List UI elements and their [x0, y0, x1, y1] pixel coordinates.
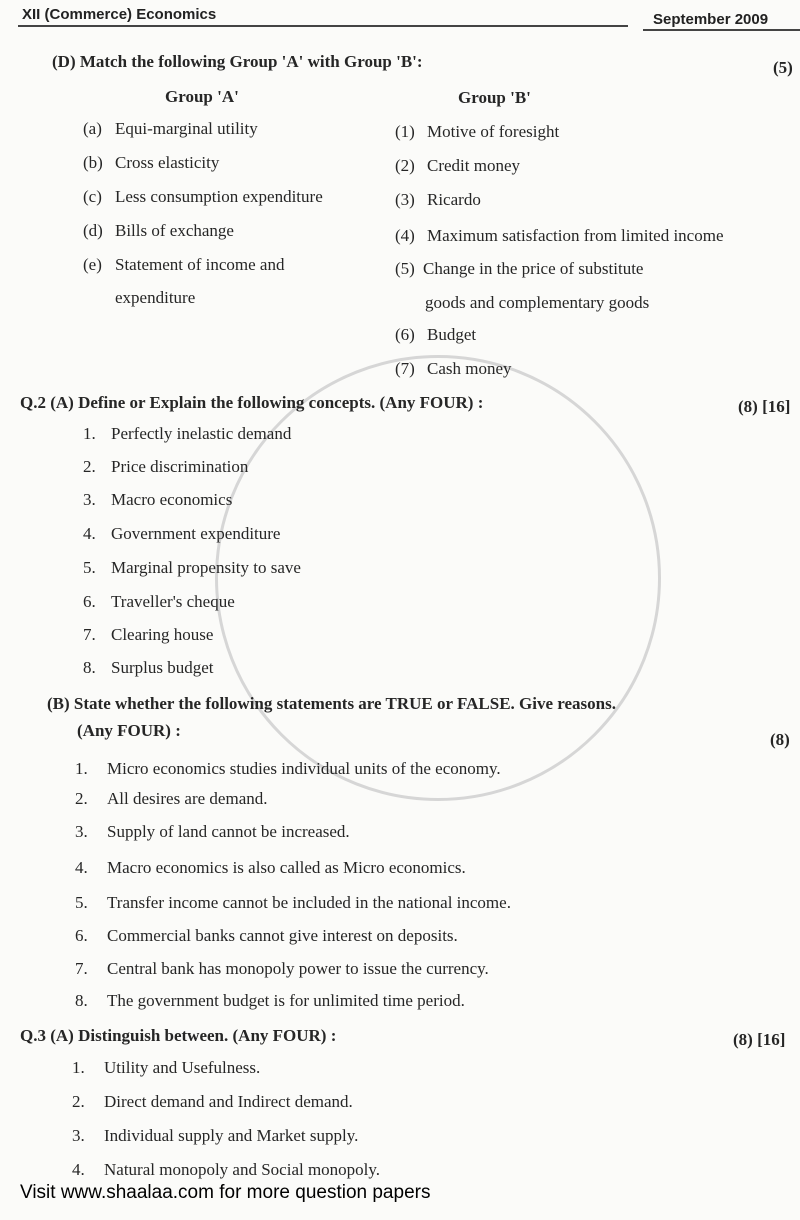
item-number: 1. — [83, 424, 96, 443]
item-number: 3. — [83, 490, 96, 509]
item-number: 2. — [75, 789, 88, 808]
item-number: 4. — [83, 524, 96, 543]
item-number: 2. — [83, 457, 96, 476]
q2a-heading: Q.2 (A) Define or Explain the following concepts. (Any FOUR) : — [20, 393, 484, 412]
item-number: 4. — [75, 858, 88, 877]
list-item: Natural monopoly and Social monopoly. — [104, 1160, 381, 1179]
group-a-text-continued: expenditure — [115, 288, 196, 307]
group-b-title: Group 'B' — [458, 88, 531, 107]
group-a-text: Bills of exchange — [115, 221, 234, 240]
group-b-text: Maximum satisfaction from limited income — [427, 226, 724, 245]
item-number: 8. — [75, 991, 88, 1010]
item-number: 1. — [75, 759, 88, 778]
list-item: Macro economics — [111, 490, 233, 509]
list-item: Traveller's cheque — [111, 592, 235, 611]
item-number: 1. — [72, 1058, 85, 1077]
q2b-heading-any: (Any FOUR) : — [77, 721, 181, 740]
q2b-marks: (8) — [770, 730, 790, 749]
group-b-text-continued: goods and complementary goods — [425, 293, 650, 312]
q1d-heading: (D) Match the following Group 'A' with Group 'B': — [52, 52, 423, 71]
list-item: Macro economics is also called as Micro economics. — [107, 858, 466, 877]
q2b-heading: (B) State whether the following statements are TRUE or FALSE. Give reasons. — [47, 694, 616, 713]
list-item: The government budget is for unlimited time period. — [107, 991, 465, 1010]
group-b-label: (4) — [395, 226, 415, 245]
item-number: 6. — [83, 592, 96, 611]
group-a-label: (b) — [83, 153, 103, 172]
group-a-label: (c) — [83, 187, 102, 206]
group-a-title: Group 'A' — [165, 87, 239, 106]
item-number: 2. — [72, 1092, 85, 1111]
list-item: Marginal propensity to save — [111, 558, 301, 577]
group-b-label: (5) — [395, 259, 415, 278]
list-item: Surplus budget — [111, 658, 214, 677]
group-a-label: (a) — [83, 119, 102, 138]
header-rule — [18, 25, 628, 27]
list-item: Supply of land cannot be increased. — [107, 822, 350, 841]
list-item: Government expenditure — [111, 524, 281, 543]
list-item: Price discrimination — [111, 457, 249, 476]
item-number: 3. — [72, 1126, 85, 1145]
group-b-text: Cash money — [427, 359, 512, 378]
list-item: Micro economics studies individual units of the economy. — [107, 759, 501, 778]
item-number: 3. — [75, 822, 88, 841]
group-a-text: Cross elasticity — [115, 153, 220, 172]
list-item: Clearing house — [111, 625, 214, 644]
list-item: Utility and Usefulness. — [104, 1058, 261, 1077]
item-number: 5. — [75, 893, 88, 912]
group-b-text: Credit money — [427, 156, 521, 175]
header-date: September 2009 — [653, 11, 769, 28]
q3a-marks: (8) [16] — [733, 1030, 786, 1049]
footer-link-text: Visit www.shaalaa.com for more question papers — [20, 1182, 431, 1203]
group-b-label: (7) — [395, 359, 415, 378]
item-number: 5. — [83, 558, 96, 577]
list-item: Individual supply and Market supply. — [104, 1126, 359, 1145]
list-item: Commercial banks cannot give interest on deposits. — [107, 926, 458, 945]
group-a-text: Equi-marginal utility — [115, 119, 258, 138]
group-b-label: (2) — [395, 156, 415, 175]
item-number: 7. — [75, 959, 88, 978]
group-a-text: Statement of income and — [115, 255, 285, 274]
item-number: 6. — [75, 926, 88, 945]
watermark-circle — [215, 355, 661, 801]
group-b-label: (6) — [395, 325, 415, 344]
q2a-marks: (8) [16] — [738, 397, 791, 416]
q3a-heading: Q.3 (A) Distinguish between. (Any FOUR) : — [20, 1026, 337, 1045]
group-b-text: Ricardo — [427, 190, 481, 209]
header-subject: XII (Commerce) Economics — [22, 6, 217, 23]
list-item: Perfectly inelastic demand — [111, 424, 292, 443]
list-item: All desires are demand. — [107, 789, 268, 808]
group-b-text: Budget — [427, 325, 477, 344]
group-a-label: (e) — [83, 255, 102, 274]
group-b-label: (3) — [395, 190, 415, 209]
item-number: 8. — [83, 658, 96, 677]
list-item: Direct demand and Indirect demand. — [104, 1092, 353, 1111]
group-b-label: (1) — [395, 122, 415, 141]
item-number: 4. — [72, 1160, 85, 1179]
group-a-text: Less consumption expenditure — [115, 187, 323, 206]
item-number: 7. — [83, 625, 96, 644]
list-item: Transfer income cannot be included in the national income. — [107, 893, 511, 912]
group-a-label: (d) — [83, 221, 103, 240]
list-item: Central bank has monopoly power to issue the currency. — [107, 959, 489, 978]
header-rule-right — [643, 29, 800, 31]
group-b-text: Motive of foresight — [427, 122, 560, 141]
group-b-text: Change in the price of substitute — [423, 259, 644, 278]
q1d-marks: (5) — [773, 58, 793, 77]
